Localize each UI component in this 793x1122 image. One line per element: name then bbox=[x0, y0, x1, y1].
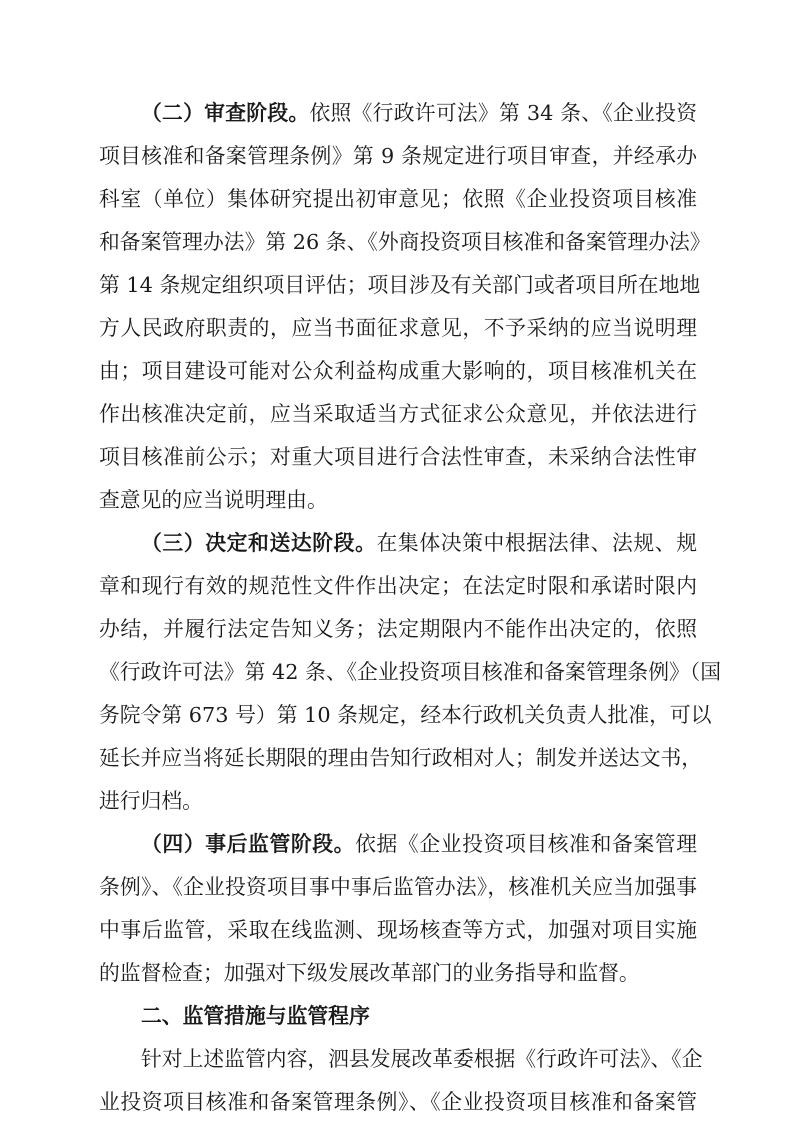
paragraph-line: 业投资项目核准和备案管理条例》、《企业投资项目核准和备案管 bbox=[99, 1090, 697, 1114]
paragraph-line: 第 14 条规定组织项目评估；项目涉及有关部门或者项目所在地地 bbox=[99, 273, 701, 297]
paragraph-heading: （二）审查阶段。 bbox=[141, 100, 310, 125]
paragraph-line: 科室（单位）集体研究提出初审意见；依照《企业投资项目核准 bbox=[99, 187, 697, 211]
section-heading: 二、监管措施与监管程序 bbox=[141, 1004, 370, 1028]
paragraph-line: （三）决定和送达阶段。在集体决策中根据法律、法规、规 bbox=[141, 530, 698, 555]
paragraph-line: 章和现行有效的规范性文件作出决定；在法定时限和承诺时限内 bbox=[99, 574, 697, 598]
paragraph-line: 项目核准前公示；对重大项目进行合法性审查，未采纳合法性审 bbox=[99, 445, 697, 469]
paragraph-line: 的监督检查；加强对下级发展改革部门的业务指导和监督。 bbox=[99, 961, 640, 985]
paragraph-line: 针对上述监管内容，泗县发展改革委根据《行政许可法》、《企 bbox=[141, 1047, 703, 1071]
paragraph-line: 方人民政府职责的，应当书面征求意见，不予采纳的应当说明理 bbox=[99, 316, 697, 340]
paragraph-line: 由；项目建设可能对公众利益构成重大影响的，项目核准机关在 bbox=[99, 359, 697, 383]
paragraph-line: 务院令第 673 号）第 10 条规定，经本行政机关负责人批准，可以 bbox=[99, 703, 712, 727]
paragraph-line: 延长并应当将延长期限的理由告知行政相对人；制发并送达文书， bbox=[99, 746, 703, 770]
paragraph-line: （四）事后监管阶段。依据《企业投资项目核准和备案管理 bbox=[141, 831, 698, 856]
paragraph-heading: （三）决定和送达阶段。 bbox=[141, 530, 377, 555]
paragraph-line: （二）审查阶段。依照《行政许可法》第 34 条、《企业投资 bbox=[141, 100, 697, 125]
paragraph-heading: （四）事后监管阶段。 bbox=[141, 831, 356, 856]
paragraph-line: 条例》、《企业投资项目事中事后监管办法》，核准机关应当加强事 bbox=[99, 875, 697, 899]
paragraph-line: 项目核准和备案管理条例》第 9 条规定进行项目审查，并经承办 bbox=[99, 144, 697, 168]
paragraph-line: 作出核准决定前，应当采取适当方式征求公众意见，并依法进行 bbox=[99, 402, 697, 426]
paragraph-line: 《行政许可法》第 42 条、《企业投资项目核准和备案管理条例》（国 bbox=[99, 660, 721, 684]
paragraph-line: 办结，并履行法定告知义务；法定期限内不能作出决定的，依照 bbox=[99, 617, 697, 641]
paragraph-line: 中事后监管，采取在线监测、现场核查等方式，加强对项目实施 bbox=[99, 918, 697, 942]
paragraph-line: 进行归档。 bbox=[99, 789, 203, 813]
paragraph-line: 查意见的应当说明理由。 bbox=[99, 488, 328, 512]
paragraph-line: 和备案管理办法》第 26 条、《外商投资项目核准和备案管理办法》 bbox=[99, 230, 711, 254]
